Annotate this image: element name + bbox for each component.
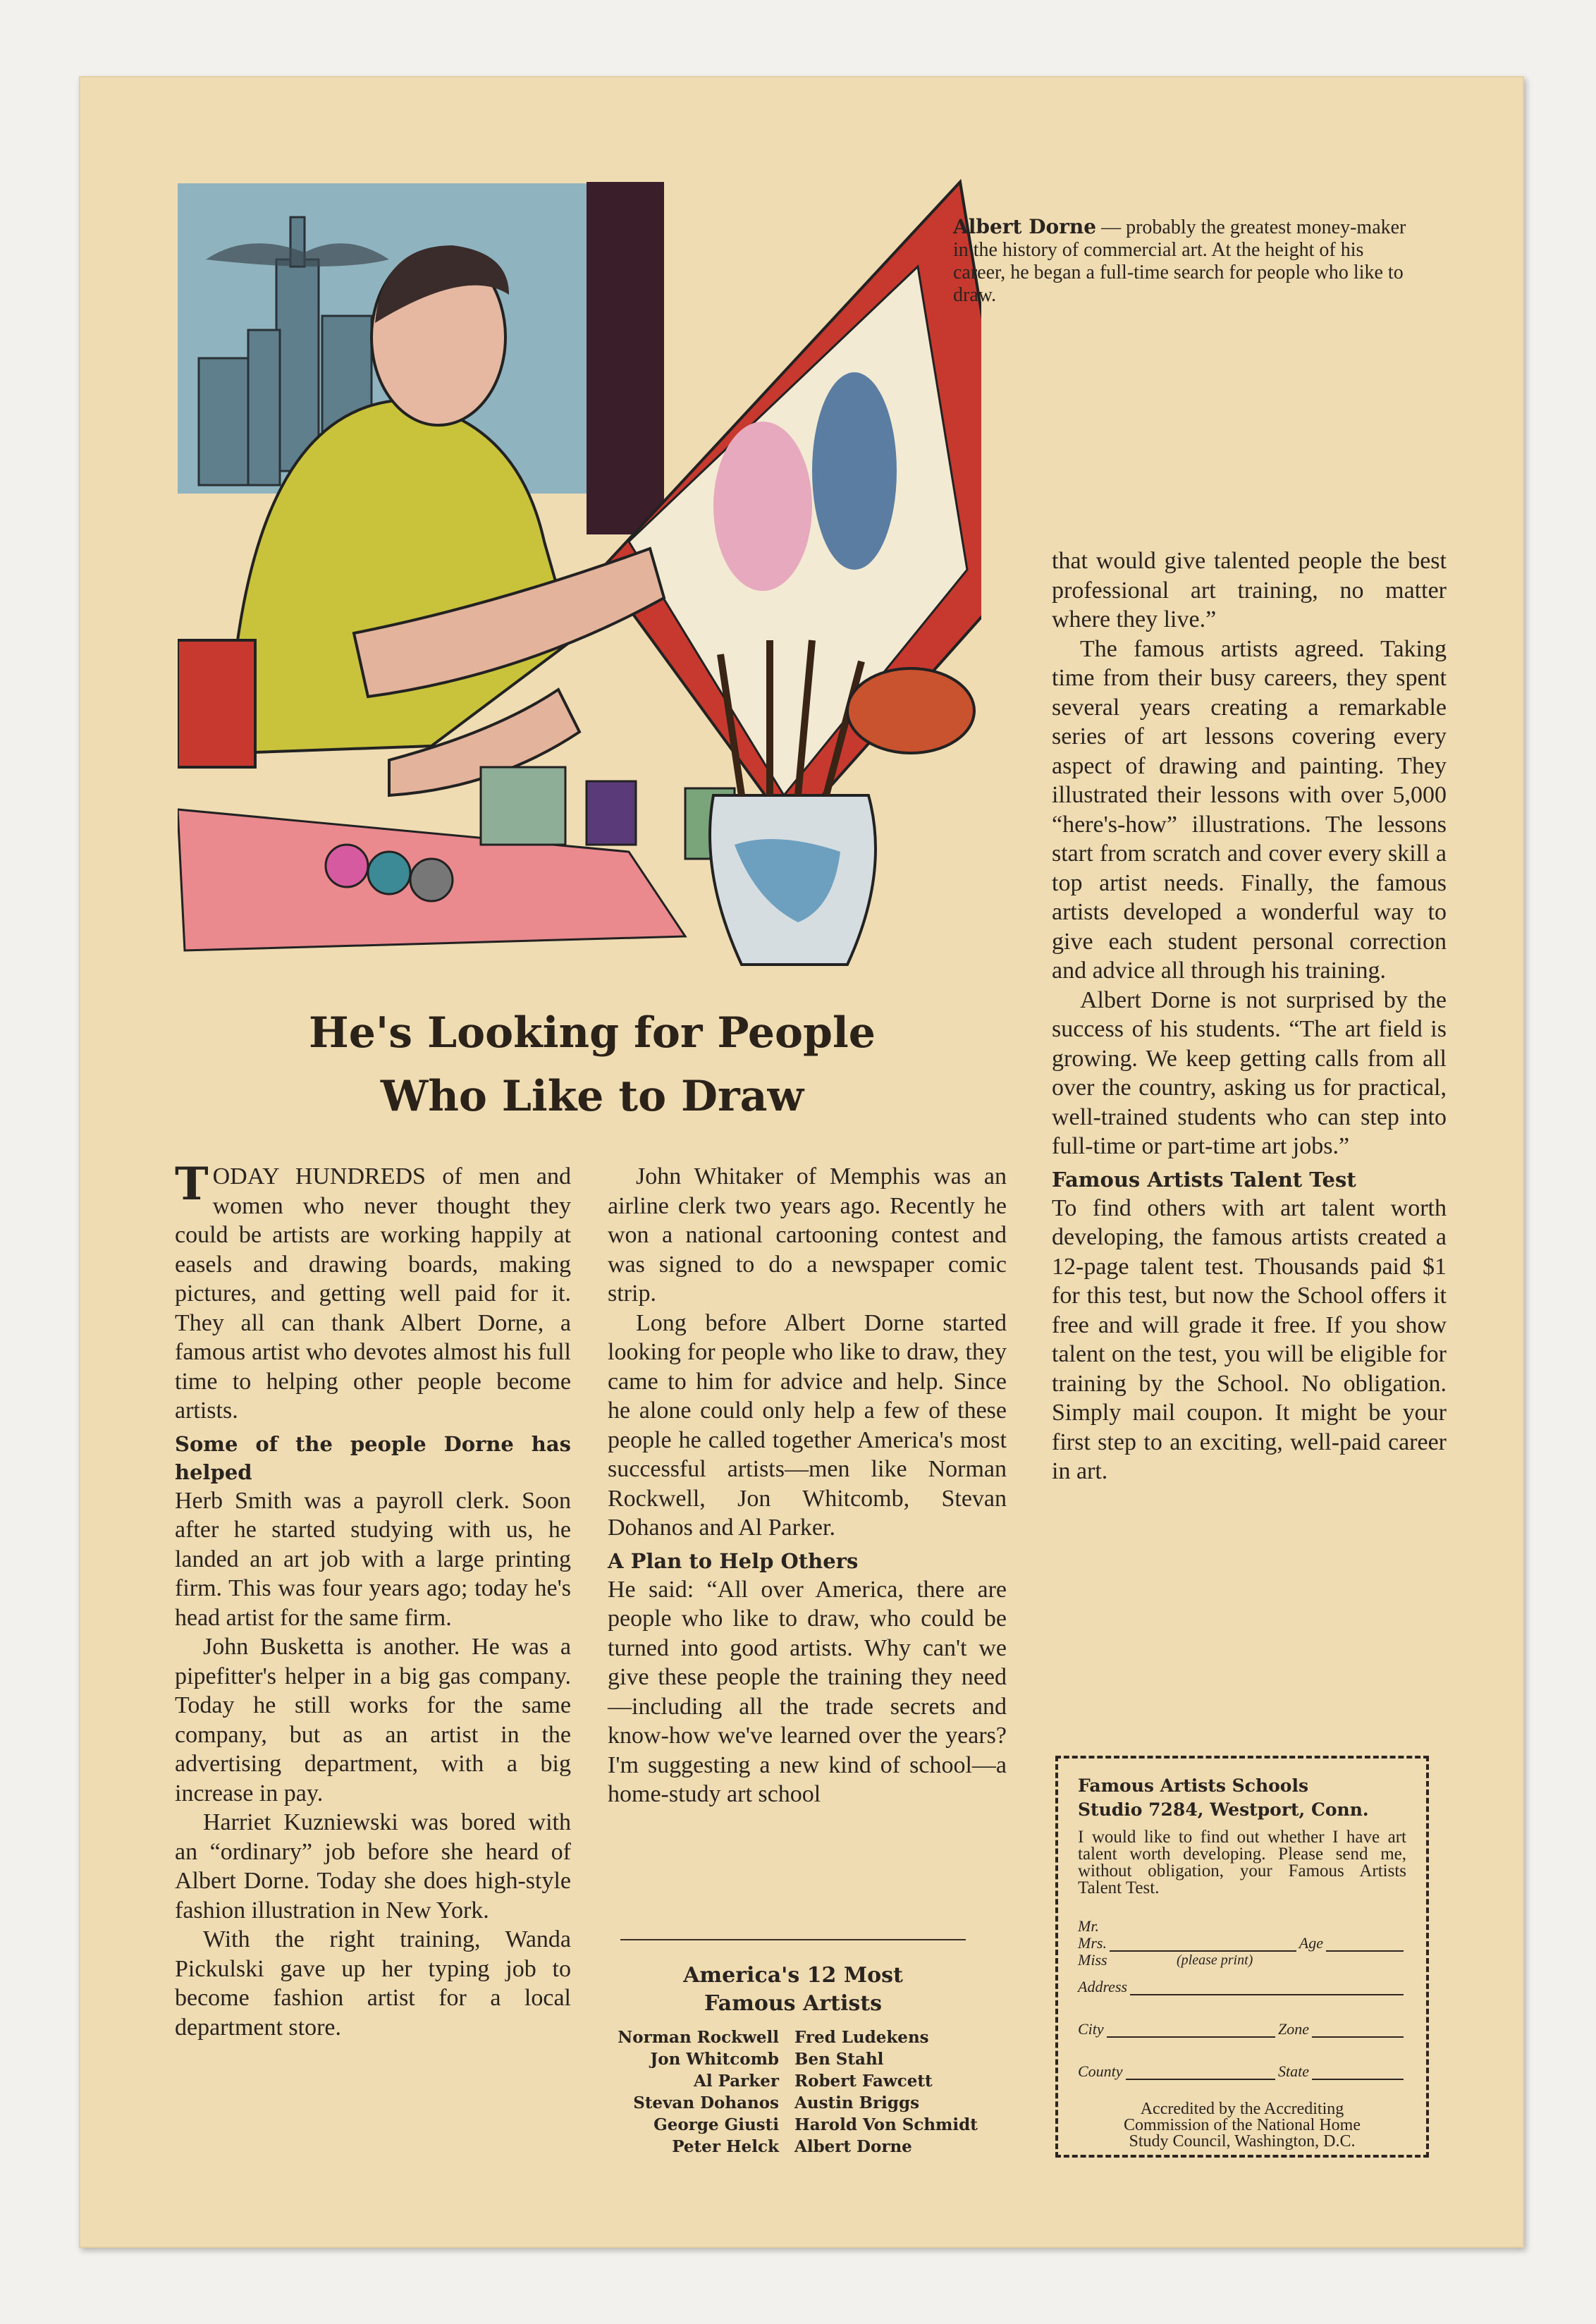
caption-name: Albert Dorne xyxy=(953,215,1097,238)
label-age: Age xyxy=(1299,1934,1323,1952)
age-field[interactable] xyxy=(1326,1938,1404,1952)
divider xyxy=(620,1939,966,1940)
list-heading-2: Famous Artists xyxy=(704,1991,882,2016)
label-zone: Zone xyxy=(1278,2020,1309,2038)
headline-line-1: He's Looking for People xyxy=(309,1008,876,1058)
drop-cap: T xyxy=(175,1158,209,1211)
paragraph: To find others with art talent worth developing, the famous artists created a 12-page talent test. Thousands paid $1 for this test, but now the School offers it free and will grade it free. If you show talent on the test, you will be eligible for training by the School. No obligation. Simply mail coupon. It might be your first step to an exciting, well-paid career in art. xyxy=(1052,1194,1447,1484)
dark-wall xyxy=(587,182,664,534)
label-mrs: Mrs. xyxy=(1078,1934,1107,1952)
paragraph: John Busketta is another. He was a pipefitter's helper in a big gas company. Today he still works for the same company, but as an artist in the advertising department, with a big increase in pay. xyxy=(175,1634,571,1806)
paragraph: Long before Albert Dorne started looking for people who like to draw, they came to him for advice and help. Since he alone could only help a few of these people he called together America's most successful artists—men like Norman Rockwell, Jon Whitcomb, Stevan Dohanos and Al Parker. xyxy=(608,1309,1007,1541)
city-field[interactable] xyxy=(1107,2024,1275,2038)
artist-name: George Giusti xyxy=(653,2115,779,2134)
artist-name: Fred Ludekens xyxy=(794,2028,929,2047)
zone-field[interactable] xyxy=(1312,2024,1404,2038)
name-field[interactable] xyxy=(1110,1938,1296,1952)
paragraph: The famous artists agreed. Taking time from their busy careers, they spent several years creating a remarkable series of art lessons covering every aspect of drawing and painting. They illustrated their lessons with over 5,000 “here's-how” illustrations. The lessons start from scratch and cover every skill a top artist needs. Finally, the famous artists developed a wonderful way to give each student personal correction and advice all through his training. xyxy=(1052,635,1447,984)
state-field[interactable] xyxy=(1312,2066,1404,2080)
county-field[interactable] xyxy=(1126,2066,1275,2080)
subheading: Some of the people Dorne has helped xyxy=(175,1431,571,1484)
article-column-1 xyxy=(175,1158,571,2042)
coupon-request-text: I would like to find out whether I have art talent worth developing. Please send me, without obligation, your Famous Artists Talent Test. xyxy=(1078,1828,1406,1897)
paragraph: Harriet Kuzniewski was bored with an “ordinary” job before she heard of Albert Dorne. Today she does high-style fashion illustration in New York. xyxy=(175,1809,571,1924)
artist-name: Stevan Dohanos xyxy=(633,2093,779,2112)
article-column-2 xyxy=(608,1162,1007,1809)
lead-in: ODAY HUNDREDS xyxy=(212,1163,426,1189)
water-bowl xyxy=(847,668,974,753)
caption-text: — probably the greatest money-maker in the history of commercial art. At the height of his career, he began a full-time search for people who like to draw. xyxy=(953,216,1406,306)
accreditation-note: Accredited by the Accrediting Commission of the National Home Study Council, Washington, D.C. xyxy=(1124,2100,1361,2151)
red-chair xyxy=(178,640,255,767)
illustration-artist-at-easel xyxy=(178,175,981,996)
artist-name: Norman Rockwell xyxy=(618,2028,779,2047)
headline-line-2: Who Like to Draw xyxy=(380,1072,804,1121)
artist-name: Al Parker xyxy=(694,2072,779,2091)
subheading: Famous Artists Talent Test xyxy=(1052,1167,1356,1192)
label-miss: Miss xyxy=(1078,1951,1107,1969)
label-city: City xyxy=(1078,2020,1104,2038)
paragraph: Albert Dorne is not surprised by the success of his students. “The art field is growing. We keep getting calls from all over the country, asking us for practical, well-trained students who can step into full-time or part-time art jobs.” xyxy=(1052,986,1447,1159)
label-mr: Mr. xyxy=(1078,1917,1099,1935)
coupon-school-name: Famous Artists Schools xyxy=(1078,1775,1309,1796)
artist-name: Peter Helck xyxy=(672,2137,779,2156)
artist-name: Austin Briggs xyxy=(794,2093,920,2112)
paragraph-text: of men and women who never thought they could be artists are working happily at easels and drawing boards, making pictures, and getting well paid for it. They all can thank Albert Dorne, a famous artist who devotes almost his full time to helping other people become artists. xyxy=(175,1163,571,1424)
artist-name: Albert Dorne xyxy=(794,2137,912,2156)
illustration-caption xyxy=(953,216,1418,307)
mail-in-coupon[interactable] xyxy=(1055,1756,1429,2158)
paragraph: that would give talented people the best professional art training, no matter where they live.” xyxy=(1052,548,1447,632)
artist-name: Ben Stahl xyxy=(794,2050,884,2069)
label-address: Address xyxy=(1078,1978,1128,1995)
paragraph: With the right training, Wanda Pickulski gave up her typing job to become fashion artist for a local department store. xyxy=(175,1926,571,2041)
artist-name: Robert Fawcett xyxy=(794,2072,933,2091)
famous-artists-list xyxy=(596,1962,1019,2158)
paragraph: He said: “All over America, there are people who like to draw, who could be turned into good artists. Why can't we give these people the training they need—including all the trade secrets and know-how we've learned over the years? I'm suggesting a new kind of school—a home-study art school xyxy=(608,1576,1007,1807)
list-heading-1: America's 12 Most xyxy=(683,1963,903,1988)
headline xyxy=(211,1001,973,1128)
address-field[interactable] xyxy=(1130,1981,1404,1995)
coupon-address: Studio 7284, Westport, Conn. xyxy=(1078,1799,1369,1820)
paragraph: John Whitaker of Memphis was an airline clerk two years ago. Recently he won a national cartooning contest and was signed to do a newspaper comic strip. xyxy=(608,1163,1007,1307)
artist-name: Jon Whitcomb xyxy=(650,2050,779,2069)
please-print-note: (please print) xyxy=(1177,1952,1253,1968)
artist-name: Harold Von Schmidt xyxy=(794,2115,978,2134)
label-state: State xyxy=(1278,2062,1309,2080)
paragraph xyxy=(175,1158,571,1426)
drawn-figure-man xyxy=(812,372,897,570)
coupon-form xyxy=(1078,1918,1406,2080)
subheading: A Plan to Help Others xyxy=(608,1548,859,1573)
label-county: County xyxy=(1078,2062,1123,2080)
article-column-3 xyxy=(1052,546,1447,1486)
drawn-figure-woman xyxy=(713,422,812,591)
paragraph: Herb Smith was a payroll clerk. Soon after he started studying with us, he landed an art job with a large printing firm. This was four years ago; today he's head artist for the same firm. xyxy=(175,1487,571,1631)
